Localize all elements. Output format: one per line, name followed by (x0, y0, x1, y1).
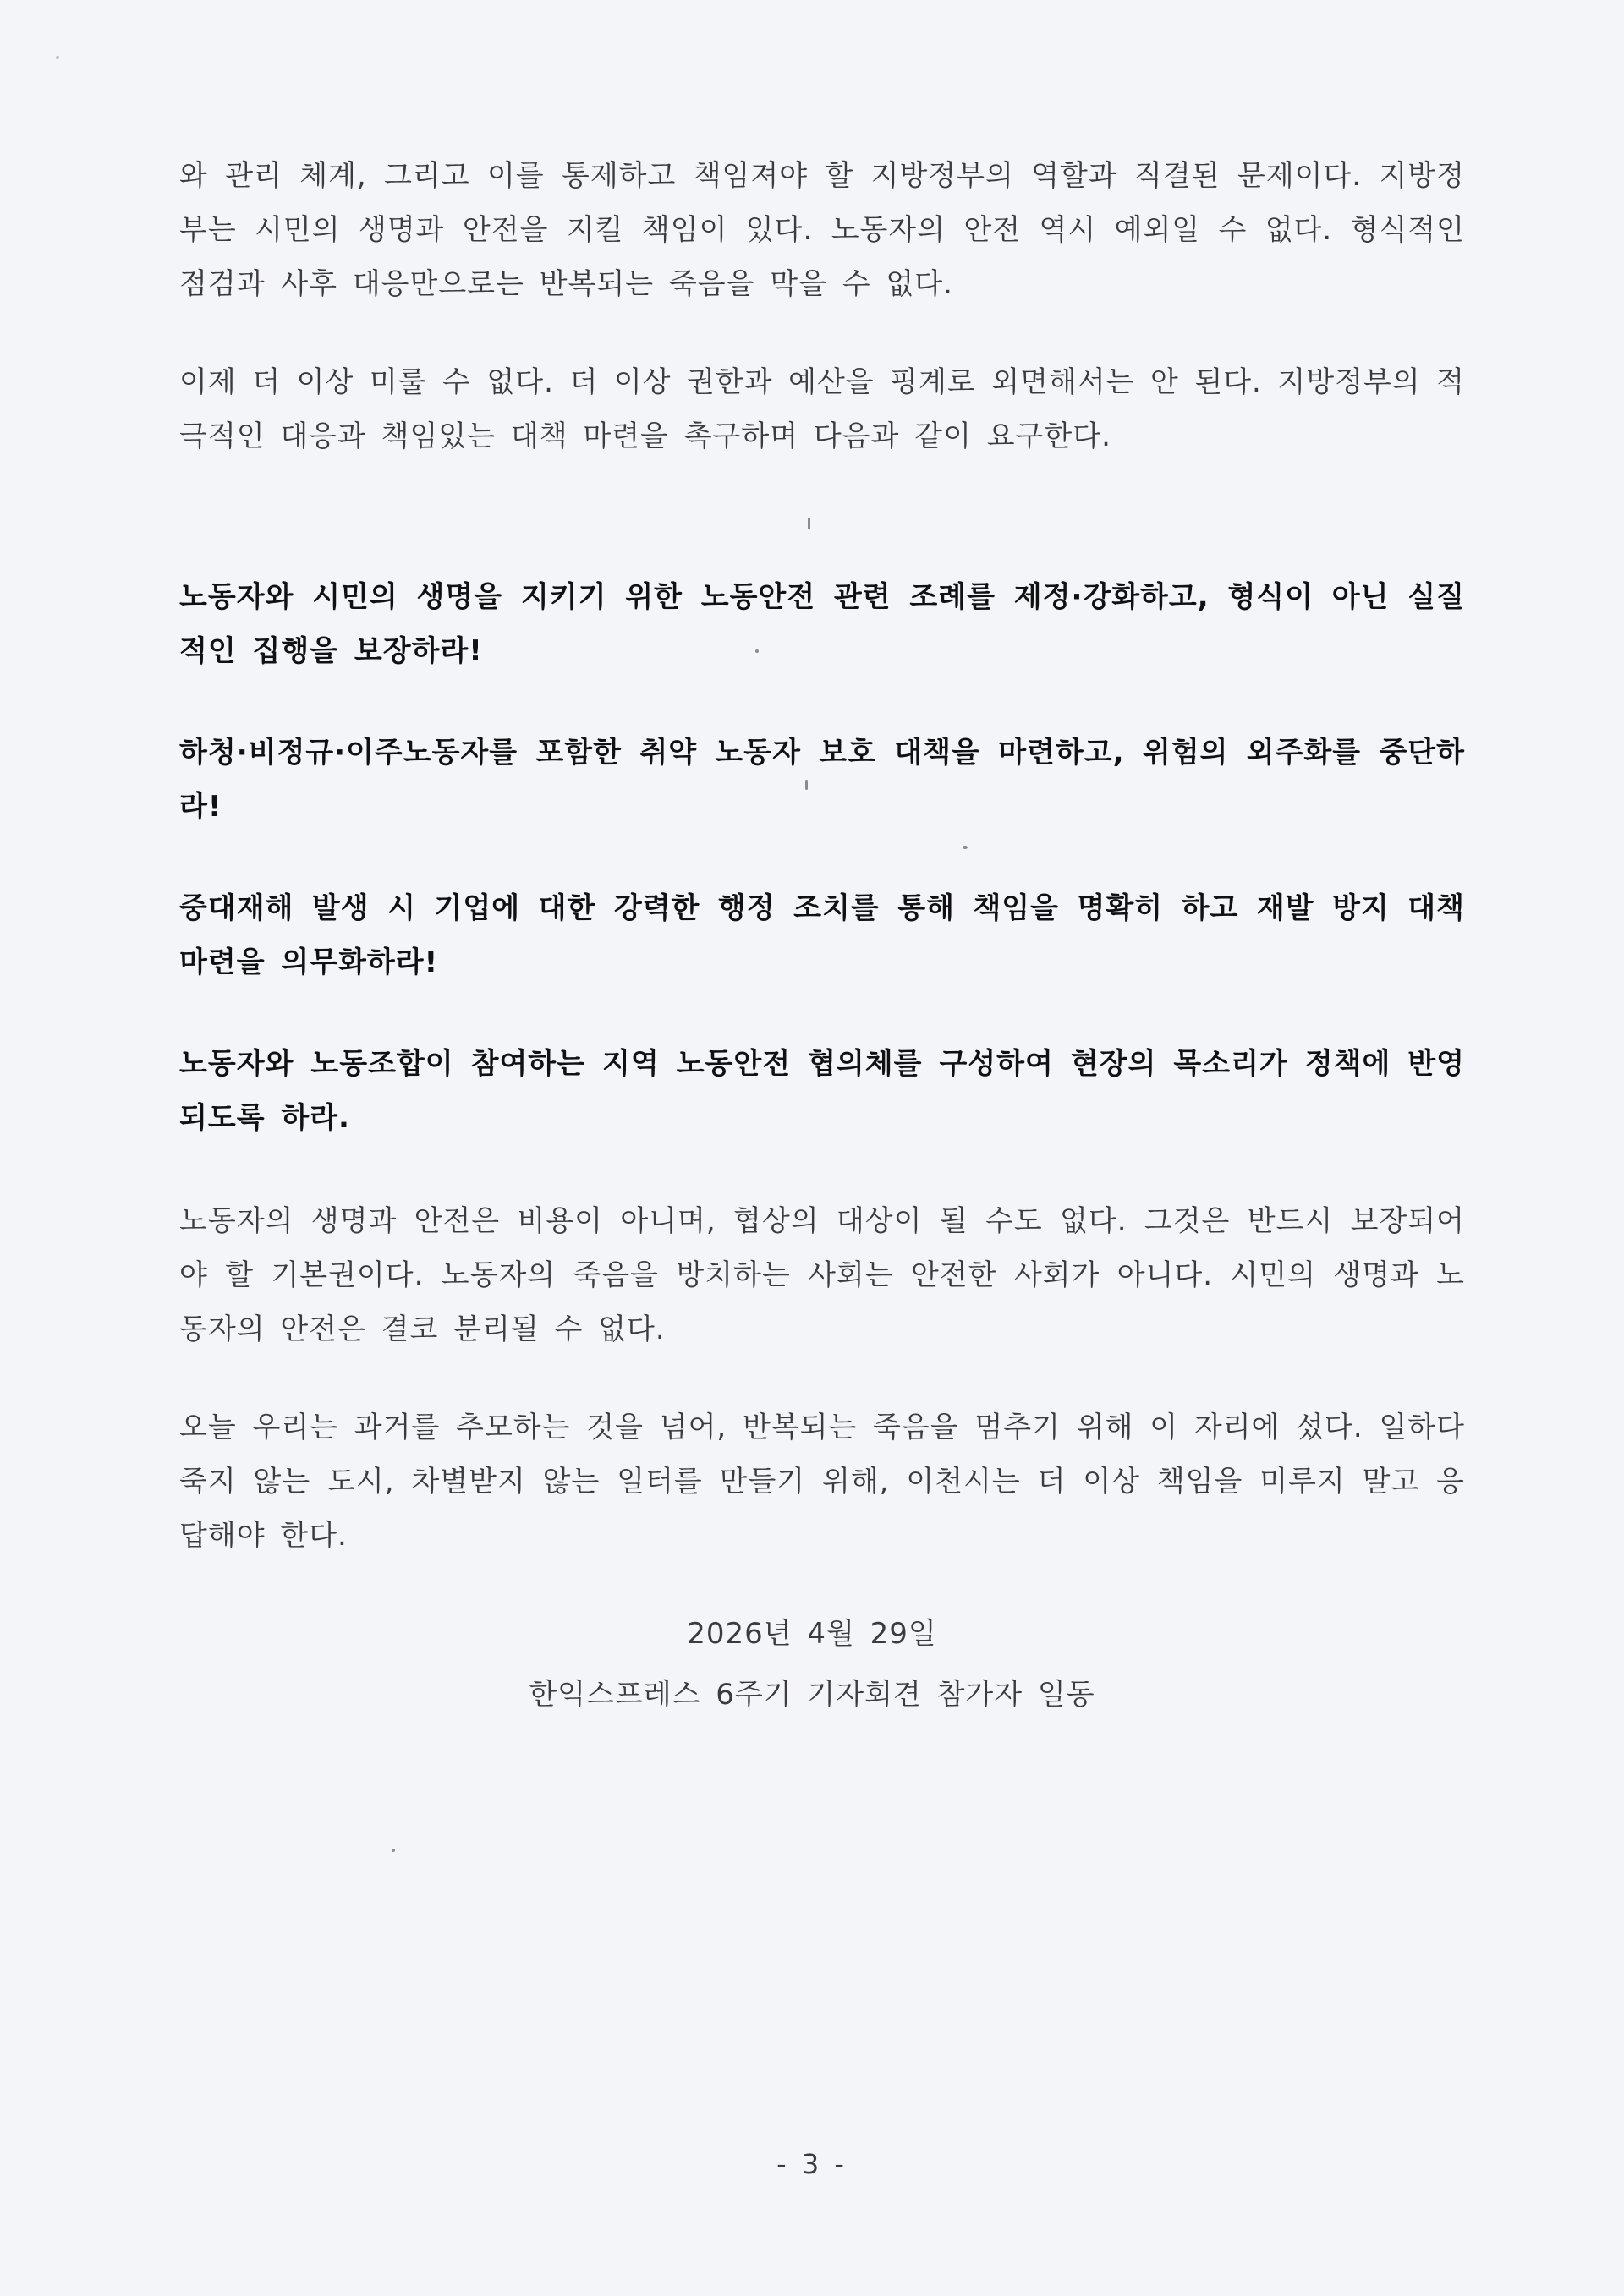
demand-labor-safety-council: 노동자와 노동조합이 참여하는 지역 노동안전 협의체를 구성하여 현장의 목소리가 정책에 반영되도록 하라. (179, 1047, 1465, 1135)
scan-speck (392, 1849, 395, 1852)
signature-date: 2026년 4월 29일 (687, 1617, 937, 1651)
paragraph-closing-statement: 오늘 우리는 과거를 추모하는 것을 넘어, 반복되는 죽음을 멈추기 위해 이 자리에 섰다. 일하다 죽지 않는 도시, 차별받지 않는 일터를 만들기 위해, 이천시는 더 이상 책임을 미루지 말고 응답해야 한다. (179, 1411, 1465, 1553)
scan-speck (56, 56, 59, 59)
paragraph-call-for-action: 이제 더 이상 미룰 수 없다. 더 이상 권한과 예산을 핑계로 외면해서는 안 된다. 지방정부의 적극적인 대응과 책임있는 대책 마련을 촉구하며 다음과 같이 요구한다. (179, 365, 1465, 453)
scan-speck (808, 518, 810, 529)
demand-vulnerable-workers: 하청·비정규·이주노동자를 포함한 취약 노동자 보호 대책을 마련하고, 위험의 외주화를 중단하라! (179, 736, 1465, 824)
paragraph-basic-rights: 노동자의 생명과 안전은 비용이 아니며, 협상의 대상이 될 수도 없다. 그것은 반드시 보장되어야 할 기본권이다. 노동자의 죽음을 방치하는 사회는 안전한 사회가 아니다. 시민의 생명과 노동자의 안전은 결코 분리될 수 없다. (179, 1204, 1465, 1346)
scan-speck (755, 649, 759, 653)
paragraph-local-government-responsibility: 와 관리 체계, 그리고 이를 통제하고 책임져야 할 지방정부의 역할과 직결된 문제이다. 지방정부는 시민의 생명과 안전을 지킬 책임이 있다. 노동자의 안전 역시 예외일 수 없다. 형식적인 점검과 사후 대응만으로는 반복되는 죽음을 막을 수 없다. (179, 159, 1465, 301)
page-number: - 3 - (776, 2148, 848, 2180)
scan-speck (963, 846, 968, 849)
demand-serious-accident-measures: 중대재해 발생 시 기업에 대한 강력한 행정 조치를 통해 책임을 명확히 하고 재발 방지 대책 마련을 의무화하라! (179, 891, 1465, 979)
scan-speck (805, 780, 808, 790)
signature-organization: 한익스프레스 6주기 기자회견 참가자 일동 (529, 1678, 1095, 1712)
demand-safety-ordinance: 노동자와 시민의 생명을 지키기 위한 노동안전 관련 조례를 제정·강화하고, 형식이 아닌 실질적인 집행을 보장하라! (179, 580, 1465, 668)
